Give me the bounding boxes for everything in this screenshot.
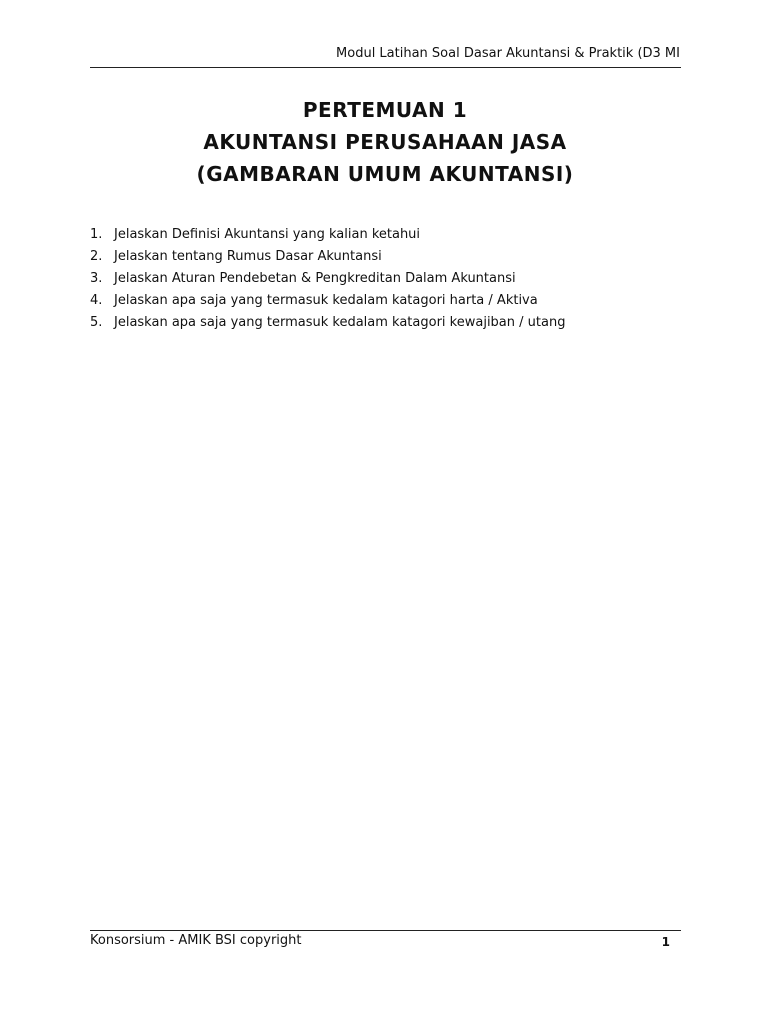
- list-item: [90, 290, 565, 312]
- list-item: [90, 246, 565, 268]
- running-header: Modul Latihan Soal Dasar Akuntansi & Praktik (D3 MI: [336, 46, 680, 61]
- question-text: Jelaskan tentang Rumus Dasar Akuntansi: [114, 249, 382, 264]
- question-list: [90, 224, 565, 334]
- question-number: 5.: [90, 315, 103, 330]
- question-number: 2.: [90, 249, 103, 264]
- question-number: 1.: [90, 227, 103, 242]
- question-number: 3.: [90, 271, 103, 286]
- title-line-subtopic: (GAMBARAN UMUM AKUNTANSI): [196, 162, 574, 186]
- title-line-topic: AKUNTANSI PERUSAHAAN JASA: [203, 130, 567, 154]
- list-item: [90, 268, 565, 290]
- question-text: Jelaskan apa saja yang termasuk kedalam katagori kewajiban / utang: [114, 315, 566, 330]
- header-divider: [90, 67, 681, 68]
- question-text: Jelaskan apa saja yang termasuk kedalam katagori harta / Aktiva: [114, 293, 538, 308]
- question-text: Jelaskan Aturan Pendebetan & Pengkreditan Dalam Akuntansi: [114, 271, 516, 286]
- footer-copyright: Konsorsium - AMIK BSI copyright: [90, 933, 302, 948]
- title-line-meeting: PERTEMUAN 1: [302, 98, 468, 122]
- footer-divider: [90, 930, 681, 931]
- page-number: 1: [661, 935, 670, 949]
- list-item: [90, 224, 565, 246]
- question-text: Jelaskan Definisi Akuntansi yang kalian ketahui: [114, 227, 421, 242]
- list-item: [90, 312, 565, 334]
- title-block: [90, 94, 680, 190]
- question-number: 4.: [90, 293, 103, 308]
